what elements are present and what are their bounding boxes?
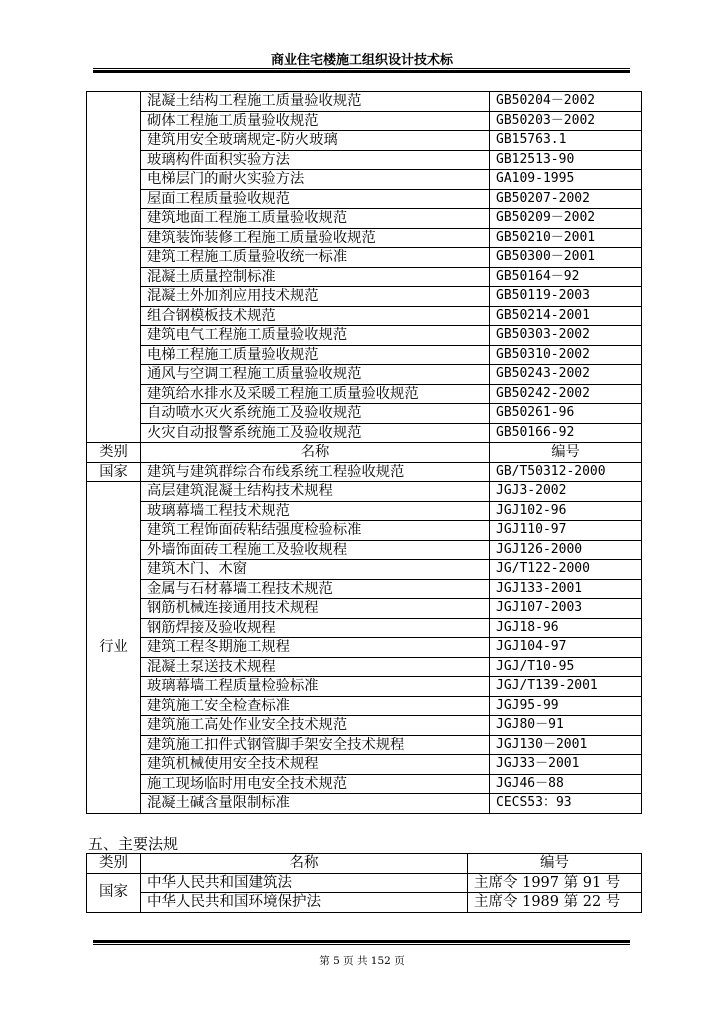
- page-header-title: 商业住宅楼施工组织设计技术标: [270, 53, 453, 68]
- standard-name: 建筑电气工程施工质量验收规范: [141, 326, 490, 346]
- standard-name: 建筑施工安全检查标准: [141, 696, 490, 716]
- footer-rule-thick: [93, 940, 630, 943]
- standard-name: 建筑用安全玻璃规定-防火玻璃: [141, 131, 490, 151]
- category-national: 国家: [87, 462, 141, 482]
- standard-code: JGJ130－2001: [490, 735, 642, 755]
- standard-name: 混凝土外加剂应用技术规范: [141, 287, 490, 307]
- table-row: [87, 306, 642, 326]
- table-row: [87, 618, 642, 638]
- table-row: [87, 579, 642, 599]
- law-code: 主席令 1997 第 91 号: [468, 873, 642, 893]
- standard-name: 建筑工程施工质量验收统一标准: [141, 248, 490, 268]
- table-row: [87, 92, 642, 112]
- standard-code: JGJ107-2003: [490, 599, 642, 619]
- table-row: [87, 521, 642, 541]
- table-row: [87, 443, 642, 463]
- standard-code: JGJ33－2001: [490, 755, 642, 775]
- table-row: [87, 482, 642, 502]
- table-row: [87, 365, 642, 385]
- standard-code: GB50207-2002: [490, 189, 642, 209]
- table-row: [87, 735, 642, 755]
- table-row: [87, 716, 642, 736]
- header-category: 类别: [87, 443, 141, 463]
- standard-code: GB50303-2002: [490, 326, 642, 346]
- standard-name: 建筑施工扣件式钢管脚手架安全技术规程: [141, 735, 490, 755]
- standard-name: 钢筋焊接及验收规程: [141, 618, 490, 638]
- standards-table: [86, 91, 642, 814]
- category-industry: 行业: [87, 482, 141, 814]
- standard-code: JGJ110-97: [490, 521, 642, 541]
- table-row: [87, 131, 642, 151]
- standard-name: 电梯层门的耐火实验方法: [141, 170, 490, 190]
- standard-code: JGJ102-96: [490, 501, 642, 521]
- law-code: 主席令 1989 第 22 号: [468, 893, 642, 913]
- footer-rule-thin: [93, 944, 630, 945]
- standard-name: 钢筋机械连接通用技术规程: [141, 599, 490, 619]
- standard-code: GB50119-2003: [490, 287, 642, 307]
- standard-code: GB12513-90: [490, 150, 642, 170]
- table-row: [87, 150, 642, 170]
- standard-name: 建筑木门、木窗: [141, 560, 490, 580]
- standard-name: 高层建筑混凝土结构技术规程: [141, 482, 490, 502]
- standard-code: GB50310-2002: [490, 345, 642, 365]
- header-category: 类别: [87, 854, 141, 874]
- table-row: [87, 228, 642, 248]
- table-row: [87, 462, 642, 482]
- table-row: [87, 873, 642, 893]
- standard-name: 建筑施工高处作业安全技术规范: [141, 716, 490, 736]
- table-row: [87, 189, 642, 209]
- table-row: [87, 560, 642, 580]
- standard-code: GB50209－2002: [490, 209, 642, 229]
- standard-name: 建筑给水排水及采暖工程施工质量验收规范: [141, 384, 490, 404]
- law-name: 中华人民共和国环境保护法: [141, 893, 468, 913]
- table-row: [87, 248, 642, 268]
- table-row: [87, 657, 642, 677]
- table-row: [87, 111, 642, 131]
- table-row: [87, 696, 642, 716]
- standard-code: JGJ95-99: [490, 696, 642, 716]
- standard-code: GB15763.1: [490, 131, 642, 151]
- laws-table: [86, 853, 642, 913]
- header-rule-thin: [93, 68, 630, 69]
- standard-name: 玻璃构件面积实验方法: [141, 150, 490, 170]
- standard-code: JGJ/T139-2001: [490, 677, 642, 697]
- standard-code: JGJ3-2002: [490, 482, 642, 502]
- standard-name: 屋面工程质量验收规范: [141, 189, 490, 209]
- standard-name: 自动喷水灭火系统施工及验收规范: [141, 404, 490, 424]
- standard-name: 建筑机械使用安全技术规程: [141, 755, 490, 775]
- standard-name: 玻璃幕墙工程技术规范: [141, 501, 490, 521]
- standard-name: 混凝土质量控制标准: [141, 267, 490, 287]
- standard-code: GB50214-2001: [490, 306, 642, 326]
- standard-name: 建筑工程饰面砖粘结强度检验标准: [141, 521, 490, 541]
- standard-code: GB50210－2001: [490, 228, 642, 248]
- table-row: [87, 794, 642, 814]
- standard-code: GB50242-2002: [490, 384, 642, 404]
- standard-code: JGJ46－88: [490, 774, 642, 794]
- standard-name: 砌体工程施工质量验收规范: [141, 111, 490, 131]
- standard-code: JGJ18-96: [490, 618, 642, 638]
- table-row: [87, 540, 642, 560]
- standard-name: 施工现场临时用电安全技术规范: [141, 774, 490, 794]
- standard-name: 混凝土结构工程施工质量验收规范: [141, 92, 490, 112]
- table-row: [87, 854, 642, 874]
- laws-section-title: 五、主要法规: [88, 835, 179, 853]
- table-row: [87, 209, 642, 229]
- category-cell-blank: [87, 92, 141, 443]
- table-row: [87, 599, 642, 619]
- standard-code: GB50243-2002: [490, 365, 642, 385]
- table-row: [87, 326, 642, 346]
- standard-name: 通风与空调工程施工质量验收规范: [141, 365, 490, 385]
- standard-name: 电梯工程施工质量验收规范: [141, 345, 490, 365]
- standard-name: 建筑地面工程施工质量验收规范: [141, 209, 490, 229]
- table-row: [87, 384, 642, 404]
- table-row: [87, 755, 642, 775]
- table-row: [87, 267, 642, 287]
- table-row: [87, 501, 642, 521]
- standard-code: JGJ126-2000: [490, 540, 642, 560]
- standard-code: JGJ104-97: [490, 638, 642, 658]
- standard-code: JGJ/T10-95: [490, 657, 642, 677]
- standard-code: GB50164－92: [490, 267, 642, 287]
- standard-code: GB50203－2002: [490, 111, 642, 131]
- category-national: 国家: [87, 873, 141, 912]
- table-row: [87, 345, 642, 365]
- table-row: [87, 404, 642, 424]
- law-name: 中华人民共和国建筑法: [141, 873, 468, 893]
- standard-name: 建筑工程冬期施工规程: [141, 638, 490, 658]
- standard-code: GB50166-92: [490, 423, 642, 443]
- table-row: [87, 287, 642, 307]
- standard-code: GB50204－2002: [490, 92, 642, 112]
- standard-name: 外墙饰面砖工程施工及验收规程: [141, 540, 490, 560]
- standard-name: 混凝土泵送技术规程: [141, 657, 490, 677]
- header-name: 名称: [141, 443, 490, 463]
- standard-name: 建筑与建筑群综合布线系统工程验收规范: [141, 462, 490, 482]
- standard-code: JG/T122-2000: [490, 560, 642, 580]
- standard-code: CECS53：93: [490, 794, 642, 814]
- header-code: 编号: [468, 854, 642, 874]
- table-row: [87, 893, 642, 913]
- standard-name: 玻璃幕墙工程质量检验标准: [141, 677, 490, 697]
- table-row: [87, 638, 642, 658]
- standard-name: 建筑装饰装修工程施工质量验收规范: [141, 228, 490, 248]
- standard-name: 混凝土碱含量限制标准: [141, 794, 490, 814]
- header-name: 名称: [141, 854, 468, 874]
- page-number: 第 5 页 共 152 页: [319, 955, 405, 967]
- standard-code: GB/T50312-2000: [490, 462, 642, 482]
- standard-name: 组合钢模板技术规范: [141, 306, 490, 326]
- table-row: [87, 170, 642, 190]
- standard-code: JGJ133-2001: [490, 579, 642, 599]
- table-row: [87, 423, 642, 443]
- standard-code: GB50300－2001: [490, 248, 642, 268]
- table-row: [87, 774, 642, 794]
- standard-name: 火灾自动报警系统施工及验收规范: [141, 423, 490, 443]
- header-rule-thick: [93, 70, 630, 73]
- standard-name: 金属与石材幕墙工程技术规范: [141, 579, 490, 599]
- standard-code: GB50261-96: [490, 404, 642, 424]
- standard-code: GA109-1995: [490, 170, 642, 190]
- table-row: [87, 677, 642, 697]
- standard-code: JGJ80－91: [490, 716, 642, 736]
- header-code: 编号: [490, 443, 642, 463]
